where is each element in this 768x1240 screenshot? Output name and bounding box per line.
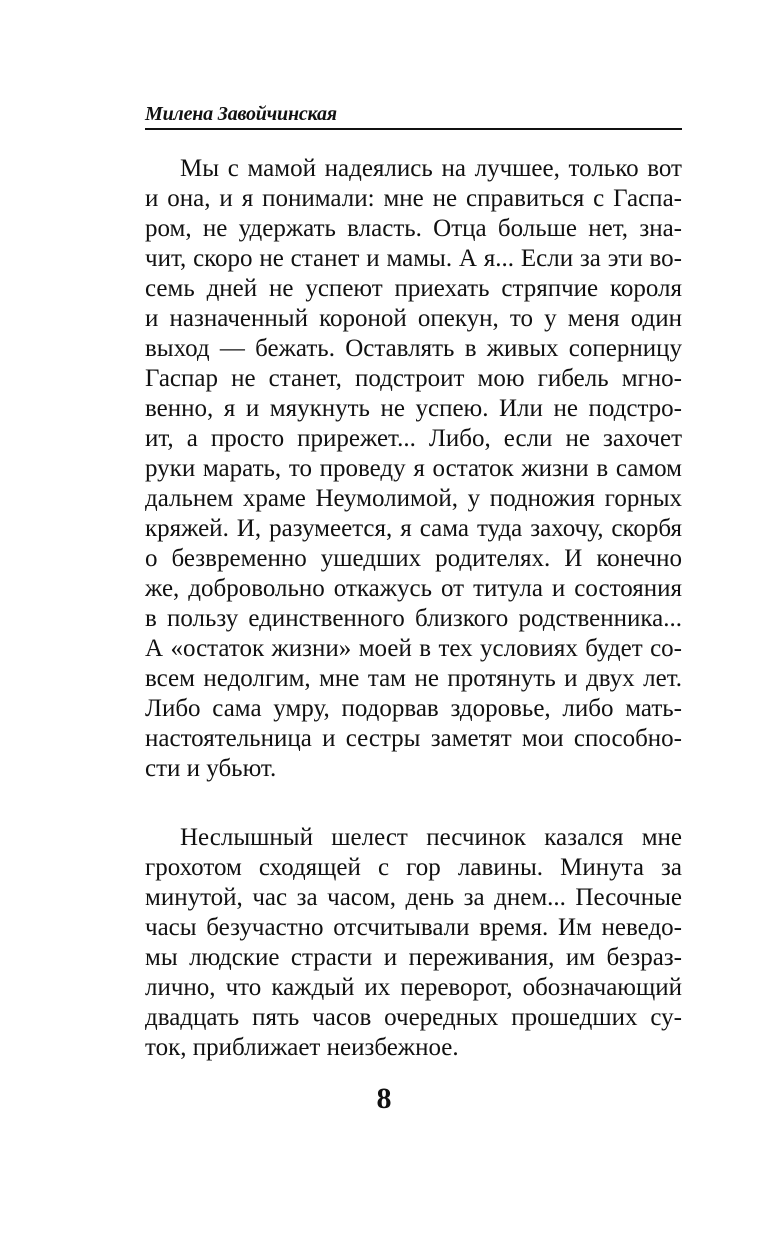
text-line: же, добровольно откажусь от титула и состояния	[145, 575, 682, 602]
text-line: в пользу единственного близкого родственника...	[145, 605, 682, 632]
running-head-author: Милена Завойчинская	[145, 103, 337, 125]
paragraph-2	[145, 823, 682, 1063]
text-line: чит, скоро не станет и мамы. А я... Если за эти во-	[145, 245, 682, 272]
text-line: ром, не удержать власть. Отца больше нет, зна-	[145, 215, 682, 242]
text-line: сти и убьют.	[145, 755, 277, 782]
text-line: о безвременно ушедших родителях. И конечно	[145, 545, 682, 572]
text-line: ит, а просто прирежет... Либо, если не захочет	[145, 425, 682, 452]
text-line: часы безучастно отсчитывали время. Им неведо-	[145, 914, 682, 941]
text-line: Гаспар не станет, подстроит мою гибель мгно-	[145, 365, 682, 392]
text-line: грохотом сходящей с гор лавины. Минута за	[145, 854, 682, 881]
text-line: и назначенный короной опекун, то у меня один	[145, 305, 682, 332]
text-line: настоятельница и сестры заметят мои способно-	[145, 725, 682, 752]
text-line: ток, приближает неизбежное.	[145, 1034, 459, 1061]
text-line: Либо сама умру, подорвав здоровье, либо мать-	[145, 695, 682, 722]
text-line: минутой, час за часом, день за днем... Песочные	[145, 884, 682, 911]
text-line: А «остаток жизни» моей в тех условиях будет со-	[145, 635, 682, 662]
text-line: дальнем храме Неумолимой, у подножия горных	[145, 485, 682, 512]
text-line: мы людские страсти и переживания, им безраз-	[145, 944, 682, 971]
text-line: Мы с мамой надеялись на лучшее, только вот	[180, 155, 682, 182]
text-line: выход — бежать. Оставлять в живых соперницу	[145, 335, 682, 362]
text-line: всем недолгим, мне там не протянуть и двух лет.	[145, 665, 682, 692]
text-line: руки марать, то проведу я остаток жизни в самом	[145, 455, 682, 482]
text-line: семь дней не успеют приехать стряпчие короля	[145, 275, 682, 302]
header-rule	[145, 128, 682, 130]
text-line: двадцать пять часов очередных прошедших су-	[145, 1004, 682, 1031]
paragraph-1	[145, 154, 682, 784]
text-line: и она, и я понимали: мне не справиться с Гаспа-	[145, 185, 682, 212]
text-line: лично, что каждый их переворот, обозначающий	[145, 974, 682, 1001]
text-line: кряжей. И, разумеется, я сама туда захочу, скорбя	[145, 515, 682, 542]
page-number: 8	[376, 1082, 392, 1115]
text-line: Неслышный шелест песчинок казался мне	[180, 824, 682, 851]
text-line: венно, я и мяукнуть не успею. Или не подстро-	[145, 395, 682, 422]
